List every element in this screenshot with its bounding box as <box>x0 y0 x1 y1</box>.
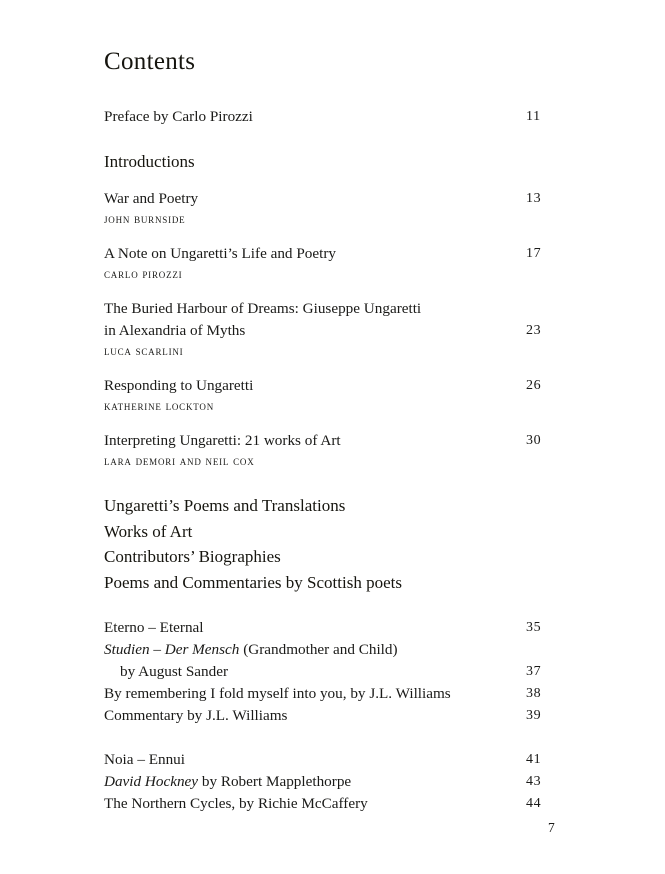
toc-entry-title-line2: in Alexandria of Myths <box>104 322 246 339</box>
toc-entry-author: carlo pirozzi <box>104 267 183 281</box>
section-heading-poems-translations: Ungaretti’s Poems and Translations <box>104 496 346 515</box>
toc-entry-interpreting-ungaretti[interactable] <box>104 430 556 471</box>
toc-entry-title: War and Poetry <box>104 190 199 207</box>
toc-entry-title-italic: Studien – Der Mensch <box>104 641 240 658</box>
toc-entry-title: Responding to Ungaretti <box>104 377 254 394</box>
spacer <box>104 174 556 188</box>
toc-entry-war-and-poetry[interactable] <box>104 188 556 229</box>
toc-row <box>104 749 556 771</box>
toc-row <box>104 320 556 342</box>
toc-entry-title: A Note on Ungaretti’s Life and Poetry <box>104 245 336 262</box>
toc-row <box>104 639 556 661</box>
toc-page-number: 38 <box>526 686 542 701</box>
spacer <box>104 128 556 150</box>
toc-entry-title <box>104 771 351 793</box>
section-heading-group <box>104 493 556 595</box>
toc-page-number: 44 <box>526 796 542 811</box>
toc-row <box>104 793 556 815</box>
toc-entry-noia[interactable] <box>104 749 556 771</box>
toc-row <box>104 683 556 705</box>
toc-entry-buried-harbour[interactable] <box>104 298 556 361</box>
toc-entry-title <box>104 639 398 661</box>
toc-row <box>104 298 556 320</box>
toc-page-number: 39 <box>526 708 542 723</box>
toc-page-number: 23 <box>526 323 542 338</box>
toc-entry-title: Noia – Ennui <box>104 751 185 768</box>
toc-page-number: 43 <box>526 774 542 789</box>
toc-page-number: 26 <box>526 378 542 393</box>
toc-page-number: 41 <box>526 752 542 767</box>
toc-row <box>104 375 556 397</box>
toc-entry-responding-to-ungaretti[interactable] <box>104 375 556 416</box>
spacer <box>104 284 556 298</box>
toc-entry-subline: by August Sander <box>120 663 228 680</box>
section-heading-contributors-biographies: Contributors’ Biographies <box>104 547 281 566</box>
spacer <box>104 727 556 749</box>
toc-entry-eterno[interactable] <box>104 617 556 639</box>
spacer <box>104 361 556 375</box>
toc-entry-author: katherine lockton <box>104 399 215 413</box>
section-heading-poems-commentaries: Poems and Commentaries by Scottish poets <box>104 572 402 592</box>
toc-entry-author: john burnside <box>104 212 186 226</box>
toc-page-number: 30 <box>526 433 542 448</box>
toc-page-number: 35 <box>526 620 542 635</box>
toc-row <box>104 705 556 727</box>
section-heading-introductions: Introductions <box>104 152 195 171</box>
page-title: Contents <box>104 48 196 75</box>
toc-row <box>104 430 556 452</box>
contents-list <box>104 48 556 815</box>
toc-entry-title: The Northern Cycles, by Richie McCaffery <box>104 795 368 812</box>
toc-entry-title-rest: by Robert Mapplethorpe <box>198 773 352 790</box>
toc-entry-title: Commentary by J.L. Williams <box>104 707 288 724</box>
toc-entry-title-italic: David Hockney <box>104 773 199 790</box>
spacer <box>104 471 556 493</box>
toc-entry-preface[interactable] <box>104 106 556 128</box>
toc-page-number: 37 <box>526 664 542 679</box>
toc-entry-by-remembering[interactable] <box>104 683 556 705</box>
page-folio: 7 <box>548 820 555 835</box>
toc-entry-title-line1: The Buried Harbour of Dreams: Giuseppe Ungaretti <box>104 300 422 317</box>
toc-row <box>104 243 556 265</box>
toc-row <box>104 771 556 793</box>
toc-entry-northern-cycles[interactable] <box>104 793 556 815</box>
toc-entry-author: lara demori and neil cox <box>104 454 255 468</box>
section-heading-works-of-art: Works of Art <box>104 521 193 541</box>
toc-row <box>104 106 556 128</box>
toc-page-number: 17 <box>526 246 542 261</box>
toc-entry-title: By remembering I fold myself into you, by J.L. Williams <box>104 685 451 702</box>
toc-page-number: 13 <box>526 191 542 206</box>
toc-row <box>104 617 556 639</box>
toc-entry-title-rest: (Grandmother and Child) <box>239 641 398 658</box>
toc-entry-commentary-williams[interactable] <box>104 705 556 727</box>
toc-row <box>104 188 556 210</box>
toc-entry-david-hockney[interactable] <box>104 771 556 793</box>
toc-entry-title: Interpreting Ungaretti: 21 works of Art <box>104 432 341 449</box>
spacer <box>104 416 556 430</box>
toc-entry-note-on-ungaretti[interactable] <box>104 243 556 284</box>
spacer <box>104 229 556 243</box>
toc-entry-title: Preface by Carlo Pirozzi <box>104 108 253 125</box>
toc-entry-title: Eterno – Eternal <box>104 619 204 636</box>
toc-entry-author: luca scarlini <box>104 344 184 358</box>
toc-page-number: 11 <box>526 109 541 124</box>
toc-entry-studien[interactable] <box>104 639 556 683</box>
toc-row <box>104 661 556 683</box>
spacer <box>104 595 556 617</box>
